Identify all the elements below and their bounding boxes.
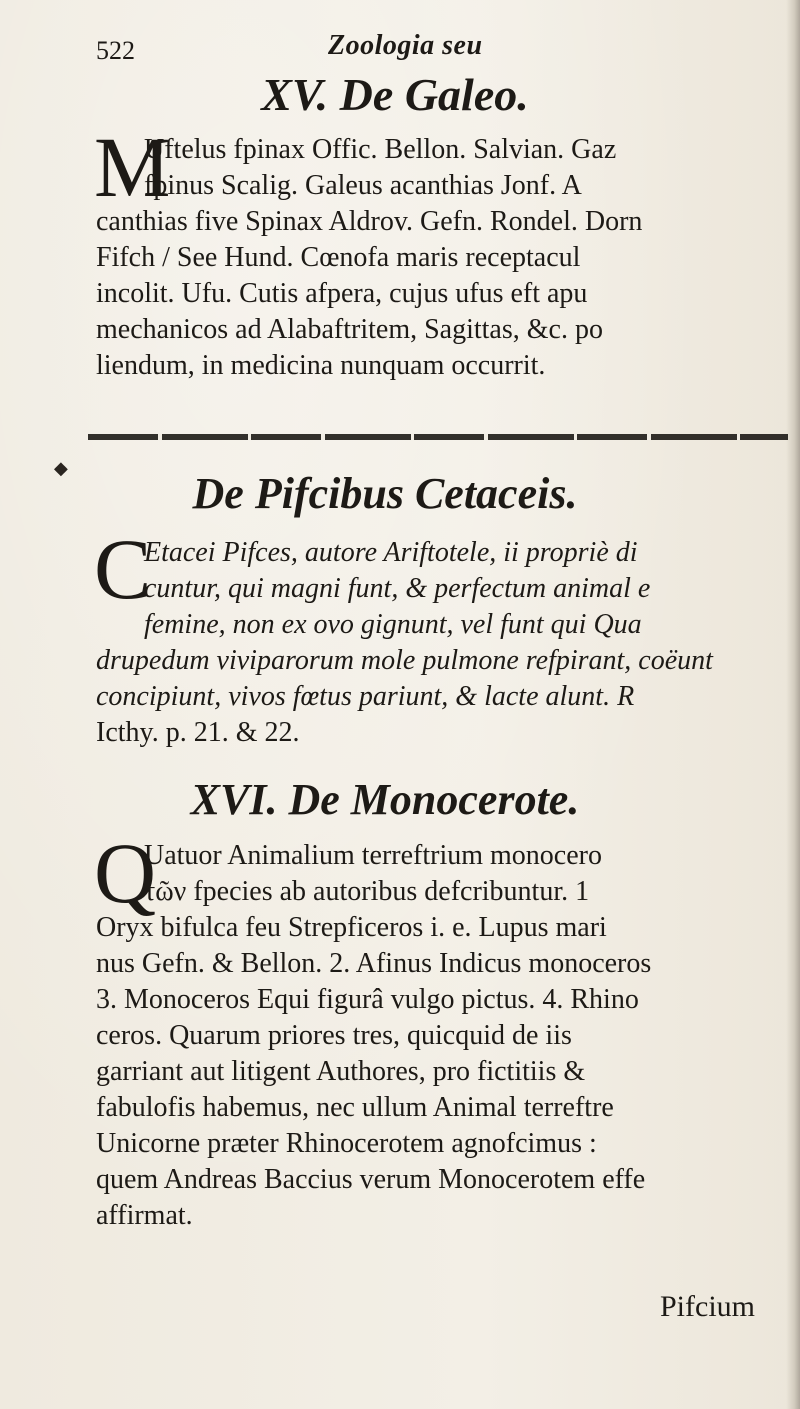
text-line: fpinus Scalig. Galeus acanthias Jonf. A bbox=[144, 170, 582, 201]
catchword: Pifcium bbox=[660, 1290, 755, 1323]
text-line: incolit. Ufu. Cutis afpera, cujus ufus eft apu bbox=[96, 278, 588, 309]
text-line: affirmat. bbox=[96, 1200, 193, 1231]
section-text-monocerote bbox=[96, 838, 776, 1234]
running-title: Zoologia seu bbox=[328, 30, 483, 61]
text-line: τῶν fpecies ab autoribus defcribuntur. 1 bbox=[144, 876, 590, 907]
text-line: ceros. Quarum priores tres, quicquid de iis bbox=[96, 1020, 572, 1051]
page-number: 522 bbox=[96, 36, 135, 65]
text-line: Uftelus fpinax Offic. Bellon. Salvian. Gaz bbox=[144, 134, 617, 165]
running-head bbox=[88, 28, 778, 68]
section-divider-rule bbox=[88, 434, 788, 440]
text-line: Unicorne præter Rhinocerotem agnofcimus : bbox=[96, 1128, 597, 1159]
text-line: femine, non ex ovo gignunt, vel funt qui Qua bbox=[144, 609, 642, 640]
text-line: drupedum viviparorum mole pulmone refpirant, coëunt bbox=[96, 645, 713, 676]
text-line: quem Andreas Baccius verum Monocerotem effe bbox=[96, 1164, 646, 1195]
text-line: Icthy. p. 21. & 22. bbox=[96, 717, 300, 748]
drop-cap: M bbox=[94, 119, 171, 215]
text-line: Etacei Pifces, autore Ariftotele, ii propriè di bbox=[144, 537, 638, 568]
text-line: liendum, in medicina nunquam occurrit. bbox=[96, 350, 546, 381]
text-line: canthias five Spinax Aldrov. Gefn. Rondel. Dorn bbox=[96, 206, 643, 237]
section-heading-monocerote: XVI. De Monocerote. bbox=[190, 775, 580, 824]
page-gutter-shadow bbox=[786, 0, 800, 1409]
text-line: concipiunt, vivos fœtus pariunt, & lacte alunt. R bbox=[96, 681, 635, 712]
text-line: garriant aut litigent Authores, pro fictitiis & bbox=[96, 1056, 586, 1087]
text-line: nus Gefn. & Bellon. 2. Afinus Indicus monoceros bbox=[96, 948, 652, 979]
text-line: Fifch / See Hund. Cœnofa maris receptacul bbox=[96, 242, 581, 273]
section-text-cetaceis bbox=[96, 535, 776, 751]
text-line: cuntur, qui magni funt, & perfectum animal e bbox=[144, 573, 651, 604]
drop-cap: C bbox=[94, 521, 152, 617]
margin-mark: ◆ bbox=[54, 458, 68, 479]
section-heading-cetaceis: De Pifcibus Cetaceis. bbox=[192, 469, 578, 518]
drop-cap: Q bbox=[94, 825, 157, 921]
text-line: Uatuor Animalium terreftrium monocero bbox=[144, 840, 602, 871]
text-line: fabulofis habemus, nec ullum Animal terreftre bbox=[96, 1092, 614, 1123]
section-heading-galeo: XV. De Galeo. bbox=[261, 69, 529, 120]
text-line: 3. Monoceros Equi figurâ vulgo pictus. 4. Rhino bbox=[96, 984, 639, 1015]
section-text-galeo bbox=[96, 132, 776, 384]
text-line: mechanicos ad Alabaftritem, Sagittas, &c. po bbox=[96, 314, 603, 345]
text-line: Oryx bifulca feu Strepficeros i. e. Lupus mari bbox=[96, 912, 607, 943]
